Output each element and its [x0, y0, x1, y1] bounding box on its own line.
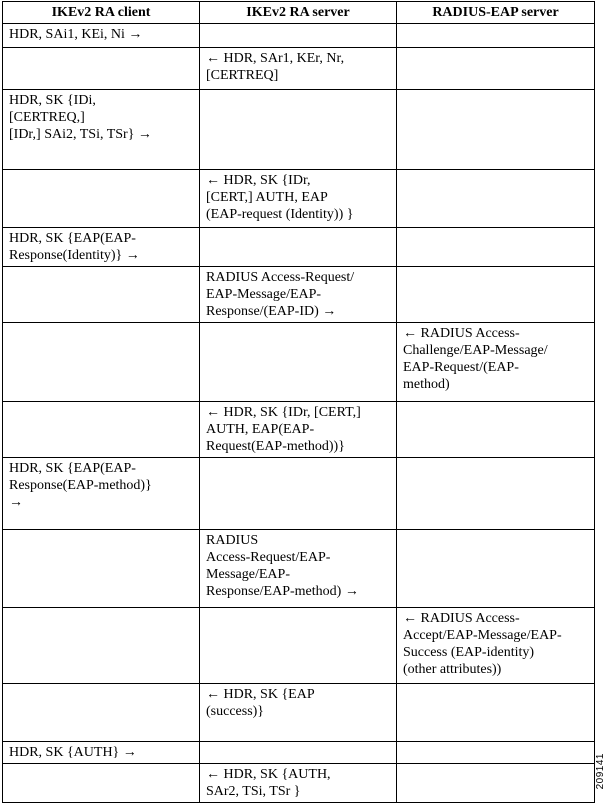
- table-row: [3, 684, 595, 742]
- ra-server-cell: ← HDR, SK {AUTH, SAr2, TSi, TSr }: [200, 764, 397, 803]
- client-cell: [3, 530, 200, 608]
- table-row: [3, 170, 595, 228]
- client-cell: HDR, SAi1, KEi, Ni →: [3, 24, 200, 48]
- ra-server-cell: [200, 458, 397, 530]
- client-cell: [3, 323, 200, 402]
- ra-server-cell: [200, 742, 397, 764]
- radius-cell: [397, 458, 595, 530]
- table-row: [3, 764, 595, 803]
- ra-server-cell: [200, 323, 397, 402]
- ra-server-cell: ← HDR, SK {IDr, [CERT,] AUTH, EAP (EAP-request (Identity)) }: [200, 170, 397, 228]
- table-row: [3, 228, 595, 267]
- client-cell: [3, 764, 200, 803]
- radius-cell: [397, 228, 595, 267]
- client-cell: HDR, SK {IDi, [CERTREQ,] [IDr,] SAi2, TSi, TSr} →: [3, 90, 200, 170]
- radius-cell: [397, 170, 595, 228]
- header-row: [3, 2, 595, 24]
- table-row: [3, 24, 595, 48]
- ra-server-cell: RADIUS Access-Request/ EAP-Message/EAP- Response/(EAP-ID) →: [200, 267, 397, 323]
- table-row: [3, 608, 595, 684]
- client-cell: [3, 267, 200, 323]
- radius-cell: [397, 90, 595, 170]
- radius-cell: [397, 24, 595, 48]
- client-cell: HDR, SK {EAP(EAP- Response(Identity)} →: [3, 228, 200, 267]
- radius-cell: [397, 764, 595, 803]
- radius-cell: ← RADIUS Access- Challenge/EAP-Message/ EAP-Request/(EAP- method): [397, 323, 595, 402]
- client-cell: HDR, SK {AUTH} →: [3, 742, 200, 764]
- table-row: [3, 742, 595, 764]
- radius-cell: [397, 530, 595, 608]
- radius-cell: ← RADIUS Access- Accept/EAP-Message/EAP- Success (EAP-identity) (other attributes)): [397, 608, 595, 684]
- client-cell: [3, 170, 200, 228]
- ra-server-cell: [200, 608, 397, 684]
- table-row: [3, 402, 595, 458]
- header-ikev2-ra-server: IKEv2 RA server: [200, 2, 397, 24]
- header-ikev2-ra-client: IKEv2 RA client: [3, 2, 200, 24]
- ra-server-cell: RADIUS Access-Request/EAP- Message/EAP- Response/EAP-method) →: [200, 530, 397, 608]
- table-row: [3, 458, 595, 530]
- header-radius-eap-server: RADIUS-EAP server: [397, 2, 595, 24]
- table-row: [3, 90, 595, 170]
- figure-id-label: 209141: [595, 752, 606, 789]
- client-cell: HDR, SK {EAP(EAP- Response(EAP-method)} →: [3, 458, 200, 530]
- ra-server-cell: ← HDR, SK {IDr, [CERT,] AUTH, EAP(EAP- Request(EAP-method))}: [200, 402, 397, 458]
- radius-cell: [397, 684, 595, 742]
- client-cell: [3, 402, 200, 458]
- ikev2-eap-flow-table: [2, 1, 595, 803]
- table-row: [3, 530, 595, 608]
- radius-cell: [397, 267, 595, 323]
- radius-cell: [397, 48, 595, 90]
- client-cell: [3, 48, 200, 90]
- table-row: [3, 323, 595, 402]
- ra-server-cell: [200, 24, 397, 48]
- radius-cell: [397, 742, 595, 764]
- ra-server-cell: [200, 228, 397, 267]
- client-cell: [3, 608, 200, 684]
- ra-server-cell: [200, 90, 397, 170]
- client-cell: [3, 684, 200, 742]
- ra-server-cell: ← HDR, SAr1, KEr, Nr, [CERTREQ]: [200, 48, 397, 90]
- ra-server-cell: ← HDR, SK {EAP (success)}: [200, 684, 397, 742]
- table-row: [3, 267, 595, 323]
- radius-cell: [397, 402, 595, 458]
- table-row: [3, 48, 595, 90]
